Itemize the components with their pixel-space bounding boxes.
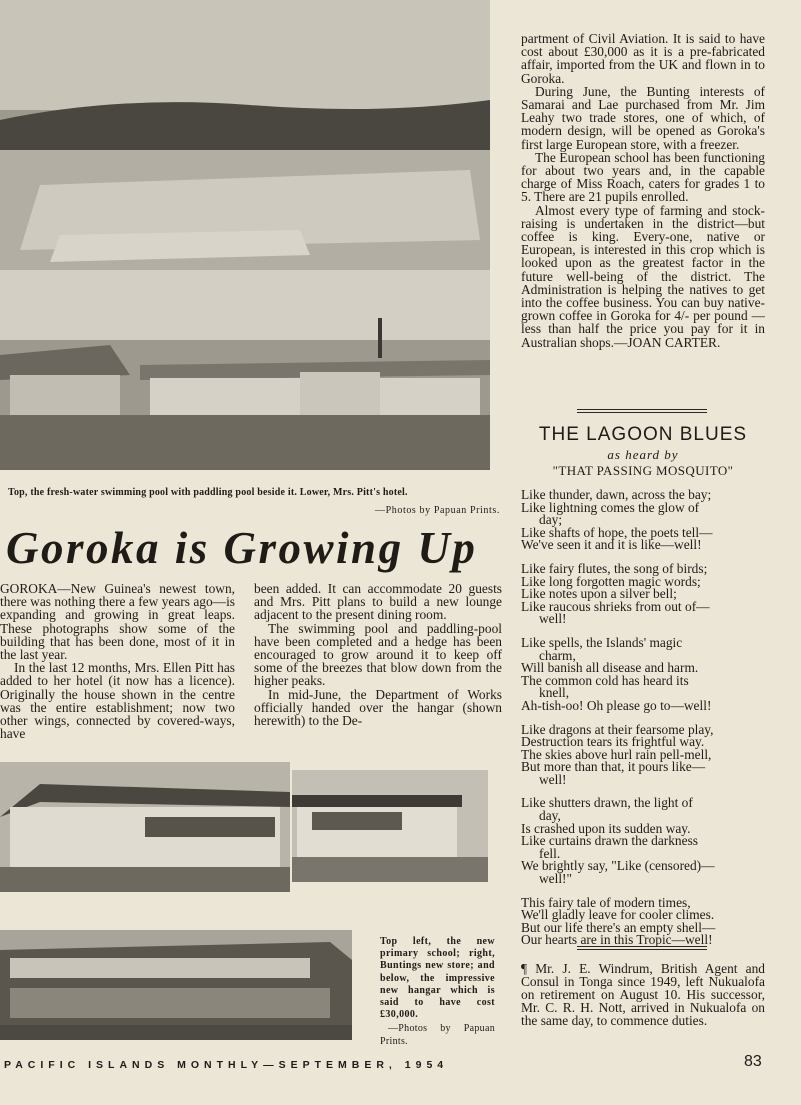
- poem-line: Like long forgotten magic words;: [521, 573, 701, 589]
- poem-line: Like shutters drawn, the light of: [521, 795, 693, 811]
- poem-line: day;: [539, 512, 563, 528]
- poem-line: well!": [539, 871, 572, 887]
- poem-line: This fairy tale of modern times,: [521, 894, 691, 910]
- pool-and-hotel-photo: [0, 0, 490, 470]
- top-photo-credit: —Photos by Papuan Prints.: [374, 505, 500, 516]
- article-column-1: [0, 582, 235, 752]
- poem-line: Like lightning comes the glow of: [521, 499, 700, 515]
- poem-line: Our hearts are in this Tropic—well!: [521, 932, 713, 948]
- article-paragraph: The European school has been functioning for about two years and, in the capable charge of Miss Roach, caters for grades 1 to 5. There are 21 pupils enrolled.: [521, 149, 765, 205]
- article-paragraph: In the last 12 months, Mrs. Ellen Pitt has added to her hotel (it now has a licence). Originally the house shown in the centre was the entire establishment; now two other wings, connected by covered-ways, have: [0, 660, 235, 742]
- poem-stanza: [521, 797, 765, 885]
- poem-line: The skies above hurl rain pell-mell,: [521, 746, 712, 762]
- poem-line: day,: [539, 808, 561, 824]
- top-photo-caption-text: Top, the fresh-water swimming pool with paddling pool beside it. Lower, Mrs. Pitt's hotel.: [8, 487, 408, 498]
- poem-line: Like shafts of hope, the poets tell—: [521, 524, 713, 540]
- poem-line: charm,: [539, 647, 576, 663]
- hangar-photo: [0, 930, 352, 1040]
- poem-stanza: [521, 489, 765, 552]
- poem-line: Like raucous shrieks from out of—: [521, 598, 710, 614]
- poem-line: Like fairy flutes, the song of birds;: [521, 560, 708, 576]
- divider: [577, 412, 707, 413]
- poem-line: well!: [539, 611, 567, 627]
- store-photo: [292, 770, 488, 882]
- poem-body: [521, 489, 765, 958]
- bottom-photo-credit: —Photos by Papuan Prints.: [380, 1023, 495, 1047]
- article-paragraph: The swimming pool and paddling-pool have been completed and a hedge has been encouraged to grow around it to keep off some of the breezes that blow down from the higher peaks.: [254, 620, 502, 689]
- article-paragraph: During June, the Bunting interests of Samarai and Lae purchased from Mr. Jim Leahy two trade stores, one of which, of modern design, will be opened as Goroka's first large European store, with a freezer.: [521, 83, 765, 152]
- divider: [577, 946, 707, 947]
- article-paragraph: been added. It can accommodate 20 guests and Mrs. Pitt plans to build a new lounge adjacent to the present dining room.: [254, 582, 502, 623]
- poem-stanza: [521, 894, 765, 948]
- poem-line: But our life there's an empty shell—: [521, 919, 716, 935]
- poem-line: Destruction tears its frightful way.: [521, 734, 705, 750]
- poem-line: Like thunder, dawn, across the bay;: [521, 487, 712, 502]
- publication-line: PACIFIC ISLANDS MONTHLY—SEPTEMBER, 1954: [4, 1059, 449, 1071]
- poem-line: Ah-tish-oo! Oh please go to—well!: [521, 697, 712, 713]
- article-column-2: [254, 582, 502, 752]
- article-paragraph: GOROKA—New Guinea's newest town, there was nothing there a few years ago—is expanding and growing in great leaps. These photographs show some of the building that has been done, most of it in the last year.: [0, 582, 235, 663]
- article-headline: Goroka is Growing Up: [6, 523, 478, 573]
- divider: [577, 409, 707, 410]
- article-paragraph: Almost every type of farming and stock-raising is undertaken in the district—but coffee is king. Every-one, native or European, is interested in this crop which is looked upon as the greatest factor in the future well-being of the district. The Administration is helping the natives to get into the coffee business. You can buy native-grown coffee in Goroka for 4/- per pound —less than half the price you pay for it in Australian shops.—JOAN CARTER.: [521, 202, 765, 350]
- poem-stanza: [521, 634, 765, 713]
- poem-line: The common cold has heard its: [521, 672, 689, 688]
- poem-line: Like notes upon a silver bell;: [521, 586, 677, 602]
- poem-title: THE LAGOON BLUES: [538, 424, 748, 445]
- poem-line: We brightly say, "Like (censored)—: [521, 858, 715, 874]
- top-photo-caption: [0, 487, 500, 523]
- poem-line: Like dragons at their fearsome play,: [521, 721, 714, 737]
- page-number: 83: [744, 1053, 762, 1070]
- poem-line: knell,: [539, 685, 570, 701]
- poem-line: Is crashed upon its sudden way.: [521, 820, 691, 836]
- poem-stanza: [521, 721, 765, 787]
- poem-line: But more than that, it pours like—: [521, 759, 706, 775]
- poem-line: We've seen it and it is like—well!: [521, 537, 702, 553]
- school-photo: [0, 762, 290, 892]
- poem-line: Will banish all disease and harm.: [521, 660, 699, 676]
- bottom-photo-caption: [380, 936, 495, 1048]
- poem-byline: "THAT PASSING MOSQUITO": [552, 463, 734, 478]
- divider: [577, 949, 707, 950]
- poem-line: Like curtains drawn the darkness: [521, 833, 698, 849]
- poem-line: Like spells, the Islands' magic: [521, 634, 683, 650]
- poem-line: We'll gladly leave for cooler climes.: [521, 907, 715, 923]
- poem-subtitle: as heard by: [607, 447, 679, 462]
- poem-stanza: [521, 560, 765, 627]
- poem-line: well!: [539, 771, 567, 787]
- poem-line: fell.: [539, 845, 561, 861]
- bottom-photo-caption-text: Top left, the new primary school; right, Buntings new store; and below, the impressive new hangar which is said to have cost £30,000.: [380, 936, 495, 1021]
- article-column-3: [521, 32, 765, 406]
- news-note: ¶ Mr. J. E. Windrum, British Agent and Consul in Tonga since 1949, left Nukualofa on retirement on August 10. His successor, Mr. C. R. H. Nott, arrived in Nukualofa on the same day, to commence duties.: [521, 961, 765, 1028]
- article-paragraph: In mid-June, the Department of Works officially handed over the hangar (shown herewith) to the De-: [254, 686, 502, 729]
- article-paragraph: partment of Civil Aviation. It is said to have cost about £30,000 as it is a pre-fabricated affair, imported from the UK and flown in to Goroka.: [521, 32, 765, 86]
- page-footer: [0, 1055, 801, 1075]
